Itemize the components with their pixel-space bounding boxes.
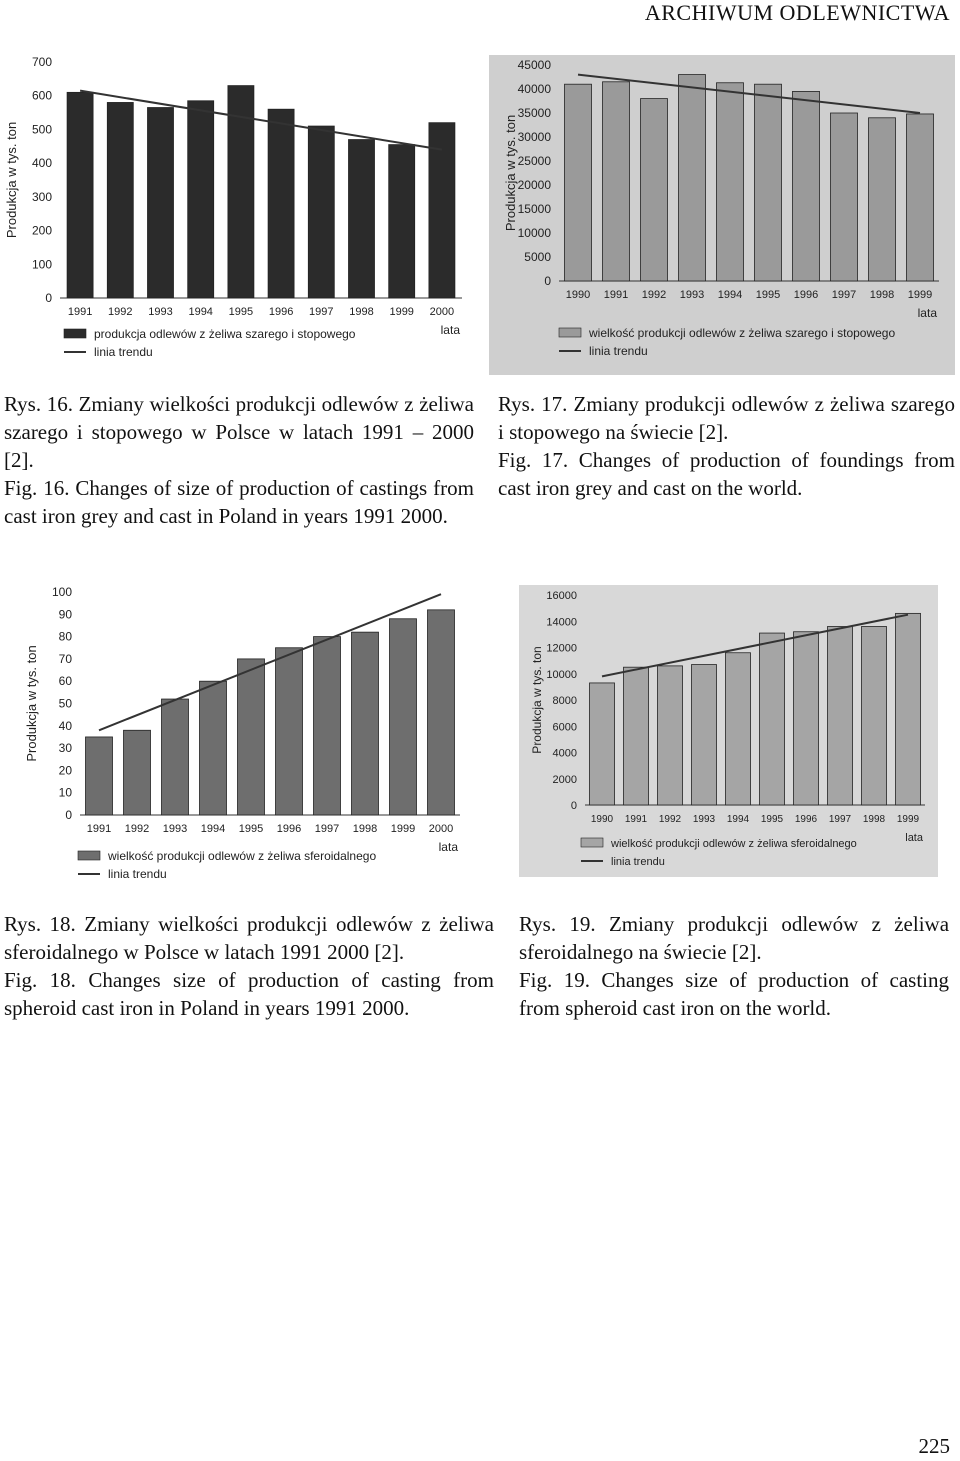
fig17-xtick-label: 1990 [565,289,591,301]
fig19-xtick-label: 1999 [896,814,920,825]
fig18-ytick-label: 30 [58,741,72,756]
fig18-bar [428,610,455,815]
fig17-ytick-label: 15000 [517,202,551,216]
fig18-xtick-label: 1995 [238,823,264,835]
fig16-xtick-label: 1999 [389,306,414,318]
fig16-xtick-label: 1998 [349,306,374,318]
fig18-ytick-label: 90 [58,607,72,622]
fig16-ylabel: Produkcja w tys. ton [4,121,19,239]
fig17-ytick-label: 40000 [517,82,551,96]
fig18-xtick-label: 1999 [390,823,416,835]
fig17-ytick-label: 0 [544,274,551,288]
fig16-xtick-label: 1995 [228,306,254,318]
fig19-bar [726,653,751,805]
fig19-legend-trend: linia trendu [611,856,665,868]
caption-16-pl-label: Rys. 16. [4,392,73,416]
fig16-legend-series: produkcja odlewów z żeliwa szarego i stopowego [94,327,356,341]
fig19-bar [896,613,921,805]
caption-19-en-text: Changes size of production of casting from spheroid cast iron on the world. [519,968,949,1020]
fig18-legend-series: wielkość produkcji odlewów z żeliwa sferoidalnego [108,849,377,863]
fig18-xtick-label: 1994 [200,823,226,835]
fig18-ytick-label: 80 [58,629,72,644]
fig17-xtick-label: 1993 [679,289,705,301]
fig19-xtick-label: 1992 [658,814,682,825]
fig18-xtick-label: 1996 [276,823,302,835]
fig16-xtick-label: 1993 [148,306,173,318]
figure-17 [489,55,955,375]
caption-18 [4,910,494,1022]
fig19-bar [828,627,853,806]
fig17-ytick-label: 45000 [517,58,551,72]
fig16-xtick-label: 1992 [108,306,133,318]
fig19-xtick-label: 1994 [726,814,750,825]
fig18-bar [352,632,379,815]
fig18-xtick-label: 1993 [162,823,188,835]
caption-18-pl-text: Zmiany wielkości produkcji odlewów z żeliwa sferoidalnego w Polsce w latach 1991 2000 [2]. [4,912,495,964]
fig18-legend-swatch [78,851,100,860]
figure-18 [10,582,478,892]
fig19-ytick-label: 10000 [546,668,577,681]
fig19-xtick-label: 1990 [590,814,614,825]
caption-18-en-text: Changes size of production of casting from spheroid cast iron in Poland in years 1991 2000. [4,968,494,1020]
fig17-bar [793,91,820,281]
fig18-xtick-label: 2000 [428,823,454,835]
fig16-ytick-label: 200 [31,223,52,238]
caption-19-en-label: Fig. 19. [519,968,590,992]
fig16-bar [67,92,93,298]
fig19-bar [692,665,717,805]
fig17-bar [831,113,858,281]
fig17-bar [869,118,896,281]
fig16-bar [349,140,375,298]
fig17-xlabel: lata [917,306,937,320]
fig18-ytick-label: 40 [58,718,72,733]
fig19-ytick-label: 8000 [552,695,577,707]
fig19-bar [760,633,785,805]
fig18-ytick-label: 60 [58,674,72,689]
fig17-bar [907,114,934,281]
caption-16-pl-text: Zmiany wielkości produkcji odlewów z żeliwa szarego i stopowego w Polsce w latach 1991 – 2000 [2]. [4,392,474,472]
fig18-ytick-label: 10 [58,785,72,800]
fig19-ytick-label: 12000 [546,642,577,655]
chart-fig18 [10,582,478,892]
fig18-ytick-label: 70 [58,651,72,666]
caption-16-en-label: Fig. 16. [4,476,70,500]
fig19-xtick-label: 1996 [794,814,818,825]
fig17-bar [679,75,706,281]
fig19-ytick-label: 2000 [552,773,577,786]
fig17-xtick-label: 1996 [793,289,819,301]
caption-16 [4,390,474,530]
fig19-ytick-label: 16000 [546,590,577,602]
fig16-ytick-label: 700 [31,55,52,69]
fig17-ytick-label: 20000 [517,178,551,192]
fig18-bar [238,659,265,815]
fig17-xtick-label: 1992 [641,289,667,301]
fig18-bar [200,681,227,815]
fig17-legend-swatch [559,328,581,337]
caption-19 [519,910,949,1022]
fig17-xtick-label: 1995 [755,289,781,301]
caption-17-pl-text: Zmiany produkcji odlewów z żeliwa szarego i stopowego na świecie [2]. [498,392,955,444]
fig19-bar [658,666,683,805]
fig17-xtick-label: 1998 [869,289,895,301]
fig18-ylabel: Produkcja w tys. ton [24,645,39,762]
fig17-ytick-label: 10000 [517,226,551,240]
fig16-xlabel: lata [440,323,460,337]
fig16-bar [107,102,133,298]
fig19-legend-swatch [581,838,603,847]
fig17-ylabel: Produkcja w tys. ton [503,114,518,232]
fig17-legend-trend: linia trendu [589,344,648,358]
fig18-bar [314,637,341,815]
fig18-bar [86,737,113,815]
fig16-bar [148,108,174,298]
fig19-bar [794,632,819,805]
fig16-xtick-label: 1997 [309,306,334,318]
fig19-ytick-label: 6000 [552,721,577,734]
fig19-legend-series: wielkość produkcji odlewów z żeliwa sferoidalnego [611,838,857,850]
fig17-ytick-label: 25000 [517,154,551,168]
fig18-xtick-label: 1992 [124,823,150,835]
fig18-ytick-label: 50 [58,696,72,711]
fig17-xtick-label: 1994 [717,289,743,301]
fig18-xtick-label: 1997 [314,823,340,835]
fig18-ytick-label: 100 [51,585,72,599]
fig17-xtick-label: 1999 [907,289,933,301]
fig18-ytick-label: 20 [58,763,72,778]
caption-18-pl-label: Rys. 18. [4,912,76,936]
fig18-bar [124,730,151,815]
figure-19 [519,585,938,877]
fig16-ytick-label: 0 [45,291,52,305]
page-number: 225 [918,1434,950,1458]
fig17-bar [641,99,668,281]
fig17-ytick-label: 30000 [517,130,551,144]
fig16-ytick-label: 100 [31,257,52,272]
fig17-bar [755,84,782,281]
fig17-xtick-label: 1997 [831,289,857,301]
fig19-xtick-label: 1993 [692,814,716,825]
fig17-ytick-label: 35000 [517,106,551,120]
fig17-bar [717,83,744,281]
fig16-legend-swatch [64,329,86,338]
fig16-ytick-label: 600 [31,88,52,103]
fig19-xtick-label: 1991 [624,814,648,825]
fig16-xtick-label: 1994 [188,306,213,318]
fig16-ytick-label: 300 [31,189,52,204]
fig18-legend-trend: linia trendu [108,867,167,881]
fig19-bar [624,667,649,805]
fig19-xtick-label: 1995 [760,814,784,825]
fig18-bar [162,699,189,815]
chart-fig19 [519,585,938,877]
fig18-ytick-label: 0 [65,808,72,822]
fig18-xlabel: lata [438,840,458,854]
figure-16 [0,48,478,378]
chart-fig17 [489,55,955,375]
caption-18-en-label: Fig. 18. [4,968,76,992]
fig19-ytick-label: 14000 [546,616,577,629]
fig17-legend-series: wielkość produkcji odlewów z żeliwa szarego i stopowego [589,326,896,340]
fig16-bar [389,145,415,298]
chart-fig16 [0,48,478,378]
fig17-bar [565,84,592,281]
fig18-xtick-label: 1991 [86,823,112,835]
fig19-ytick-label: 0 [570,800,577,812]
fig16-xtick-label: 1991 [67,306,93,318]
fig16-ytick-label: 500 [31,122,52,137]
caption-17-pl-label: Rys. 17. [498,392,568,416]
fig19-bar [862,627,887,806]
fig19-xlabel: lata [905,832,923,844]
fig17-ytick-label: 5000 [524,250,551,264]
caption-19-pl-text: Zmiany produkcji odlewów z żeliwa sferoidalnego na świecie [2]. [519,912,950,964]
fig19-bar [590,683,615,805]
journal-header: ARCHIWUM ODLEWNICTWA [644,0,950,25]
fig16-bar [268,109,294,298]
caption-17-en-label: Fig. 17. [498,448,569,472]
caption-17 [498,390,955,502]
fig19-xtick-label: 1997 [828,814,852,825]
fig16-bar [308,126,334,298]
fig16-xtick-label: 1996 [268,306,294,318]
caption-19-pl-label: Rys. 19. [519,912,596,936]
fig16-xtick-label: 2000 [429,306,455,318]
caption-17-en-text: Changes of production of foundings from cast iron grey and cast on the world. [498,448,955,500]
fig17-xtick-label: 1991 [603,289,629,301]
fig16-legend-trend: linia trendu [94,345,153,359]
fig18-bar [390,619,417,815]
fig18-bar [276,648,303,815]
caption-16-en-text: Changes of size of production of castings from cast iron grey and cast in Poland in years 1991 2000. [4,476,474,528]
fig16-ytick-label: 400 [31,156,52,171]
fig19-ytick-label: 4000 [552,747,577,760]
fig16-trend-line [80,91,442,150]
fig16-bar [188,101,214,298]
fig19-ylabel: Produkcja w tys. ton [530,646,544,754]
fig19-xtick-label: 1998 [862,814,886,825]
fig18-xtick-label: 1998 [352,823,378,835]
fig17-bar [603,82,630,281]
